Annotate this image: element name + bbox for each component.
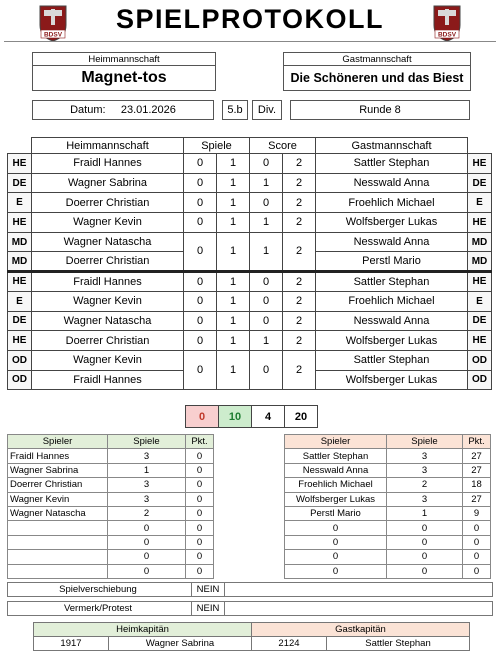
away-stats-player: 0 [285,564,387,578]
away-stats-row [285,535,491,549]
away-player-name: Wolfsberger Lukas [316,370,468,390]
away-score: 2 [283,272,316,292]
home-player-name: Wagner Kevin [32,291,184,311]
home-score: 0 [250,272,283,292]
away-player-name: Sattler Stephan [316,272,468,292]
away-stats-games: 0 [387,564,463,578]
home-player-name: Doerrer Christian [32,252,184,272]
match-type-home: DE [8,311,32,331]
home-games: 0 [184,331,217,351]
home-player-name: Doerrer Christian [32,331,184,351]
away-stats-games: 0 [387,535,463,549]
away-player-name: Froehlich Michael [316,291,468,311]
match-row [8,331,492,351]
captains-table [33,622,470,651]
away-stats-row [285,506,491,520]
match-type-away: E [468,291,492,311]
away-player-name: Sattler Stephan [316,350,468,370]
match-type-away: MD [468,252,492,272]
away-stats-row [285,550,491,564]
away-stats-points-header: Pkt. [463,435,491,449]
away-games: 1 [217,193,250,213]
page-title: SPIELPROTOKOLL [115,4,385,34]
home-stats-row [8,506,214,520]
away-games: 1 [217,311,250,331]
away-stats-points: 0 [463,550,491,564]
home-stats-games: 2 [108,506,186,520]
away-stats-player: 0 [285,521,387,535]
home-games: 0 [184,272,217,292]
away-player-name: Nesswald Anna [316,232,468,252]
away-player-name: Sattler Stephan [316,154,468,174]
home-stats-points: 0 [186,463,214,477]
postponement-row [7,582,493,597]
title-divider [4,41,496,42]
home-stats-player [8,564,108,578]
away-games: 1 [217,173,250,193]
home-stats-games: 0 [108,550,186,564]
away-score: 2 [283,331,316,351]
away-team-label: Gastmannschaft [283,52,471,65]
div-label: Div. [252,100,282,120]
match-row [8,272,492,292]
home-stats-games: 0 [108,535,186,549]
home-score: 0 [250,350,283,389]
home-stats-games: 3 [108,492,186,506]
home-captain-name: Wagner Sabrina [109,637,252,651]
away-stats-points: 18 [463,478,491,492]
match-type-home: HE [8,213,32,233]
home-score: 0 [250,311,283,331]
home-stats-points: 0 [186,521,214,535]
header-away: Gastmannschaft [316,138,468,154]
home-stats-player: Wagner Sabrina [8,463,108,477]
away-stats-row [285,463,491,477]
home-stats-points-header: Pkt. [186,435,214,449]
home-games: 0 [184,232,217,271]
home-score: 0 [250,291,283,311]
header-games: Spiele [184,138,250,154]
match-table [7,137,492,390]
match-type-home: OD [8,350,32,370]
match-type-away: DE [468,311,492,331]
match-type-home: E [8,193,32,213]
home-stats-games: 1 [108,463,186,477]
home-games: 0 [184,311,217,331]
away-stats-games: 3 [387,449,463,463]
total-away-score: 20 [285,406,318,428]
away-stats-games: 0 [387,550,463,564]
home-stats-player: Fraidl Hannes [8,449,108,463]
away-games: 1 [217,350,250,389]
away-team-name: Die Schöneren und das Biest [283,65,471,91]
away-stats-player: Froehlich Michael [285,478,387,492]
away-score: 2 [283,213,316,233]
home-stats-player: Wagner Kevin [8,492,108,506]
home-stats-row [8,535,214,549]
home-player-name: Wagner Natascha [32,311,184,331]
match-row [8,213,492,233]
away-stats-games: 2 [387,478,463,492]
total-home-games: 0 [186,406,219,428]
away-captain-name: Sattler Stephan [327,637,470,651]
away-games: 1 [217,154,250,174]
home-stats-games: 0 [108,564,186,578]
home-stats-player-header: Spieler [8,435,108,449]
home-score: 1 [250,232,283,271]
match-row [8,154,492,174]
away-stats-points: 27 [463,463,491,477]
away-captain-label: Gastkapitän [252,623,470,637]
protest-row [7,601,493,616]
header-home: Heimmannschaft [32,138,184,154]
match-type-away: HE [468,331,492,351]
home-player-name: Wagner Sabrina [32,173,184,193]
match-row [8,291,492,311]
away-stats-player-header: Spieler [285,435,387,449]
match-type-away: E [468,193,492,213]
home-stats-player [8,535,108,549]
league-field: 5.b [222,100,248,120]
home-stats-row [8,550,214,564]
away-stats-player: Perstl Mario [285,506,387,520]
home-stats-games-header: Spiele [108,435,186,449]
home-stats-games: 3 [108,478,186,492]
away-stats-player: Wolfsberger Lukas [285,492,387,506]
away-stats-row [285,478,491,492]
home-games: 0 [184,291,217,311]
home-games: 0 [184,213,217,233]
match-type-home: MD [8,232,32,252]
away-captain-id: 2124 [252,637,327,651]
round-field: Runde 8 [290,100,470,120]
postponement-value: NEIN [191,583,225,596]
away-games: 1 [217,331,250,351]
home-stats-points: 0 [186,535,214,549]
home-games: 0 [184,173,217,193]
away-stats-points: 27 [463,492,491,506]
match-row [8,173,492,193]
away-stats-points: 0 [463,564,491,578]
home-player-name: Fraidl Hannes [32,154,184,174]
away-score: 2 [283,311,316,331]
protest-label: Vermerk/Protest [63,603,133,614]
home-games: 0 [184,350,217,389]
home-stats-points: 0 [186,550,214,564]
match-type-away: HE [468,213,492,233]
home-stats-player: Wagner Natascha [8,506,108,520]
away-stats-games: 0 [387,521,463,535]
away-stats-player: Nesswald Anna [285,463,387,477]
away-stats-row [285,564,491,578]
match-row [8,350,492,370]
home-stats-player [8,521,108,535]
away-stats-player: 0 [285,535,387,549]
postponement-label: Spielverschiebung [59,584,137,595]
home-games: 0 [184,154,217,174]
home-player-name: Wagner Natascha [32,232,184,252]
match-row [8,232,492,252]
home-games: 0 [184,193,217,213]
away-player-name: Wolfsberger Lukas [316,213,468,233]
away-score: 2 [283,291,316,311]
away-games: 1 [217,291,250,311]
away-score: 2 [283,173,316,193]
protest-value: NEIN [191,602,225,615]
home-score: 0 [250,154,283,174]
total-away-games: 10 [219,406,252,428]
home-stats-points: 0 [186,564,214,578]
away-stats-points: 27 [463,449,491,463]
home-stats-row [8,492,214,506]
away-stats-table [284,434,491,579]
away-stats-points: 9 [463,506,491,520]
match-type-home: MD [8,252,32,272]
home-player-name: Fraidl Hannes [32,370,184,390]
home-stats-points: 0 [186,492,214,506]
home-stats-points: 0 [186,478,214,492]
home-captain-id: 1917 [34,637,109,651]
home-score: 1 [250,213,283,233]
match-type-home: HE [8,331,32,351]
total-home-score: 4 [252,406,285,428]
home-player-name: Doerrer Christian [32,193,184,213]
svg-text:BDSV: BDSV [43,31,63,39]
away-score: 2 [283,350,316,389]
away-games: 1 [217,272,250,292]
away-stats-player: 0 [285,550,387,564]
match-type-away: DE [468,173,492,193]
home-team-name: Magnet-tos [32,65,216,91]
match-row [8,311,492,331]
away-score: 2 [283,154,316,174]
away-player-name: Nesswald Anna [316,311,468,331]
away-player-name: Perstl Mario [316,252,468,272]
match-type-away: OD [468,370,492,390]
home-stats-row [8,521,214,535]
home-stats-player [8,550,108,564]
home-stats-player: Doerrer Christian [8,478,108,492]
home-score: 1 [250,331,283,351]
match-type-home: OD [8,370,32,390]
home-stats-points: 0 [186,506,214,520]
date-value: 23.01.2026 [120,104,176,116]
totals-table [185,405,318,428]
match-type-home: HE [8,154,32,174]
away-stats-games-header: Spiele [387,435,463,449]
home-stats-row [8,449,214,463]
home-player-name: Wagner Kevin [32,213,184,233]
home-stats-games: 3 [108,449,186,463]
home-captain-label: Heimkapitän [34,623,252,637]
match-type-home: DE [8,173,32,193]
match-row [8,193,492,213]
away-stats-row [285,492,491,506]
home-stats-row [8,463,214,477]
away-score: 2 [283,193,316,213]
away-games: 1 [217,232,250,271]
home-score: 1 [250,173,283,193]
match-type-away: OD [468,350,492,370]
away-player-name: Froehlich Michael [316,193,468,213]
match-type-away: HE [468,272,492,292]
home-stats-points: 0 [186,449,214,463]
home-stats-row [8,564,214,578]
away-stats-points: 0 [463,521,491,535]
svg-text:BDSV: BDSV [437,31,457,39]
home-team-label: Heimmannschaft [32,52,216,65]
home-player-name: Wagner Kevin [32,350,184,370]
match-type-away: HE [468,154,492,174]
away-score: 2 [283,232,316,271]
away-stats-games: 3 [387,492,463,506]
away-games: 1 [217,213,250,233]
away-stats-row [285,521,491,535]
away-player-name: Wolfsberger Lukas [316,331,468,351]
home-stats-table [7,434,214,579]
away-stats-row [285,449,491,463]
header-score: Score [250,138,316,154]
away-stats-points: 0 [463,535,491,549]
home-player-name: Fraidl Hannes [32,272,184,292]
home-stats-games: 0 [108,521,186,535]
away-stats-player: Sattler Stephan [285,449,387,463]
home-score: 0 [250,193,283,213]
date-field [32,100,214,120]
home-stats-row [8,478,214,492]
match-type-away: MD [468,232,492,252]
match-type-home: HE [8,272,32,292]
away-player-name: Nesswald Anna [316,173,468,193]
away-stats-games: 3 [387,463,463,477]
match-type-home: E [8,291,32,311]
date-label: Datum: [70,104,106,116]
away-stats-games: 1 [387,506,463,520]
